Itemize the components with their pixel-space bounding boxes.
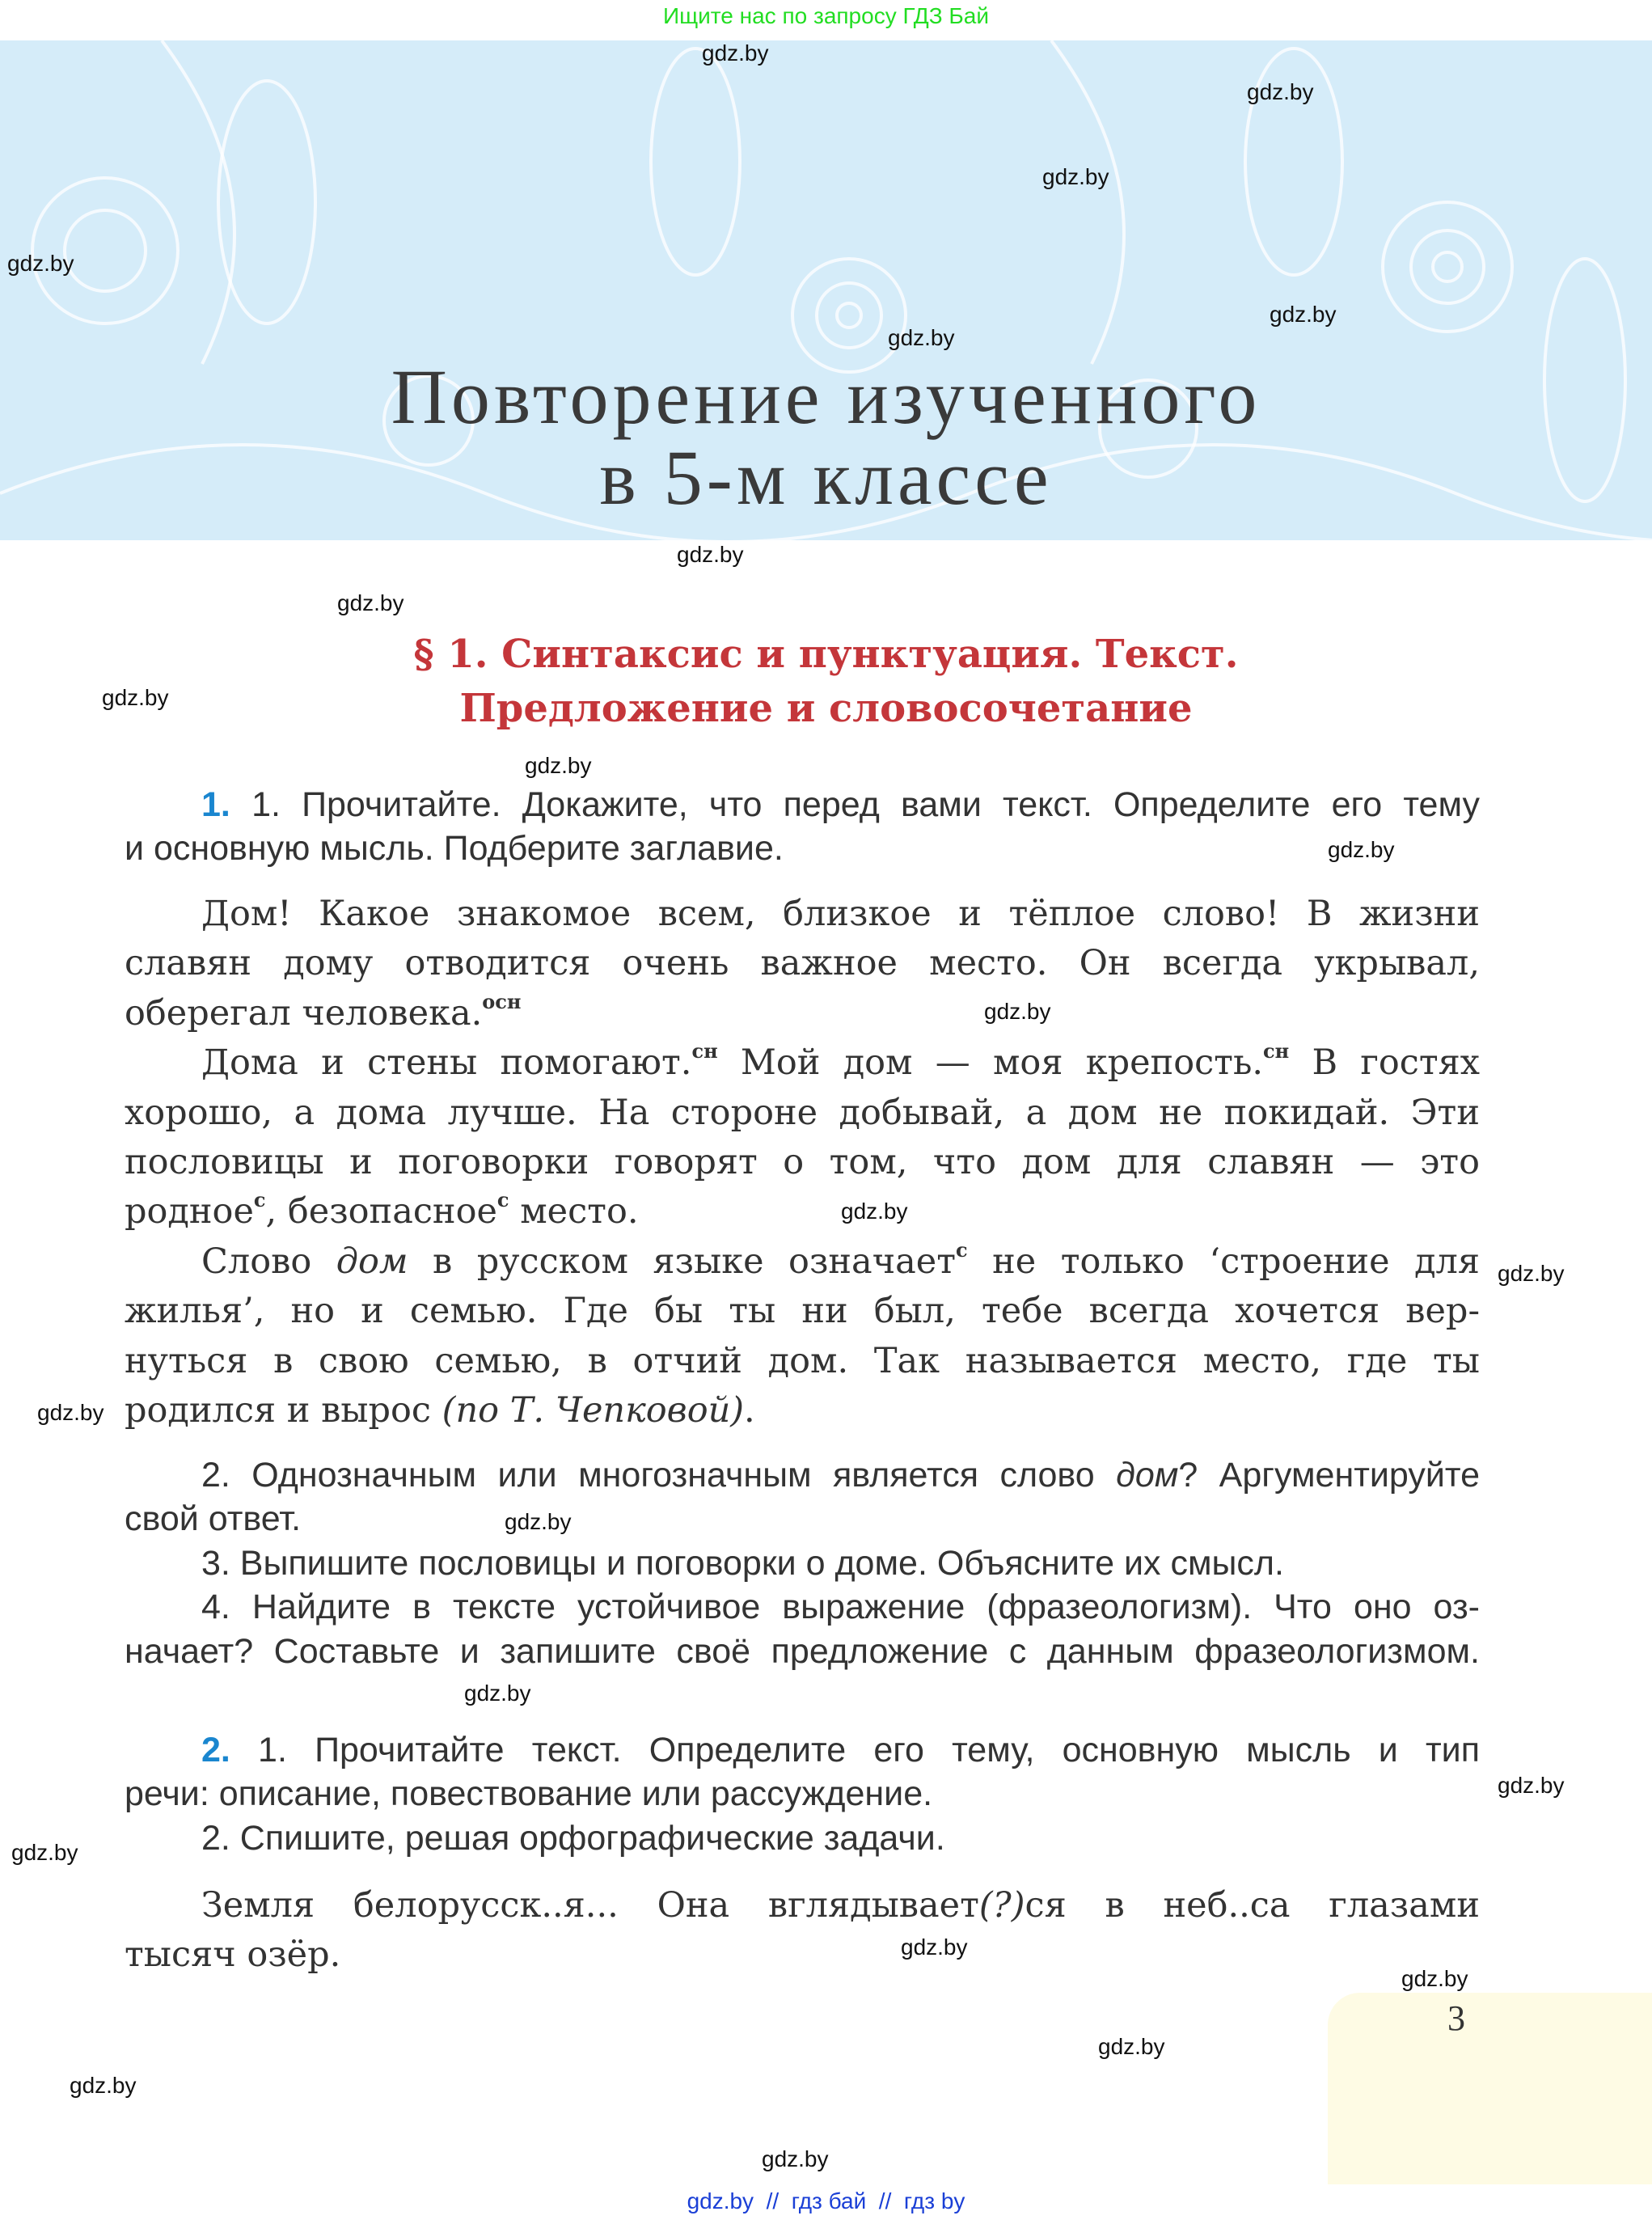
text-line: нуться в свою семью, в отчий дом. Так называется место, где ты xyxy=(125,1340,1480,1381)
exercise-1-text xyxy=(125,890,1480,1435)
section-heading xyxy=(0,628,1652,736)
watermark: gdz.by xyxy=(11,1840,78,1865)
italic-word: дом xyxy=(336,1241,408,1282)
text-segment: Земля белорусск..я... Она вглядывает xyxy=(201,1885,979,1926)
text-segment: ? Аргументируйте xyxy=(1178,1456,1480,1495)
text-line xyxy=(125,1386,755,1435)
watermark: gdz.by xyxy=(1498,1773,1565,1798)
section-heading-line1: § 1. Синтаксис и пунктуация. Текст. xyxy=(413,632,1239,677)
exercise-1-tasks xyxy=(125,1453,1480,1673)
grammar-mark: сн xyxy=(1263,1039,1290,1063)
text-segment: в русском языке означает xyxy=(408,1241,956,1282)
text-line: славян дому отводится очень важное место. Он всегда укрывал, xyxy=(125,943,1480,984)
task-line: 4. Найдите в тексте устойчивое выражение (фразеологизм). Что оно оз- xyxy=(201,1588,1480,1627)
text-segment: . xyxy=(744,1390,755,1431)
task-line xyxy=(125,783,1480,827)
exercise-number: 2. xyxy=(201,1731,230,1769)
watermark: gdz.by xyxy=(525,753,592,778)
text-segment: Мой дом — моя крепость. xyxy=(717,1042,1264,1084)
text-segment: , безопасное xyxy=(265,1191,497,1233)
watermark: gdz.by xyxy=(464,1681,531,1706)
watermark: gdz.by xyxy=(762,2146,829,2171)
watermark: gdz.by xyxy=(677,542,744,567)
search-hint: Ищите нас по запросу ГДЗ Бай xyxy=(662,3,990,28)
task-line: 2. Спишите, решая орфографические задачи. xyxy=(201,1818,945,1858)
chapter-title xyxy=(0,353,1652,521)
footer-links[interactable]: gdz.by // гдз бай // гдз by xyxy=(687,2188,965,2213)
text-segment: родился и вырос xyxy=(125,1390,442,1431)
watermark: gdz.by xyxy=(888,325,955,350)
grammar-mark: с xyxy=(956,1237,968,1262)
watermark: gdz.by xyxy=(1098,2034,1165,2059)
text-line: тысяч озёр. xyxy=(125,1934,341,1976)
task-line xyxy=(125,1728,1480,1772)
watermark: gdz.by xyxy=(337,590,404,615)
text-line xyxy=(125,1038,1480,1088)
text-segment: В гостях xyxy=(1289,1042,1480,1084)
text-line xyxy=(125,1187,639,1237)
watermark: gdz.by xyxy=(1270,302,1337,327)
exercise-1-task-1 xyxy=(125,783,1480,871)
source-attribution: (по Т. Чепковой) xyxy=(442,1390,745,1431)
italic-mark: (?) xyxy=(978,1885,1025,1926)
chapter-title-line1: Повторение изученного xyxy=(391,353,1261,440)
text-segment: ся в неб..са глазами xyxy=(1025,1885,1480,1926)
task-text: 1. Прочитайте текст. Определите его тему, основную мысль и тип xyxy=(230,1731,1480,1769)
watermark: gdz.by xyxy=(1328,837,1395,862)
task-line: 3. Выпишите пословицы и поговорки о доме. Объясните их смысл. xyxy=(201,1543,1284,1583)
watermark: gdz.by xyxy=(7,251,74,276)
task-line: свой ответ. xyxy=(125,1499,302,1539)
text-segment: 2. Однозначным или многозначным является слово xyxy=(201,1456,1117,1495)
text-line xyxy=(125,989,521,1038)
grammar-mark: осн xyxy=(482,989,522,1013)
watermark: gdz.by xyxy=(102,685,169,710)
watermark: gdz.by xyxy=(1042,164,1109,189)
exercise-2-text xyxy=(125,1881,1480,1981)
watermark: gdz.by xyxy=(901,1934,968,1960)
text-line: пословицы и поговорки говорят о том, что дом для славян — это xyxy=(125,1142,1480,1183)
page-number: 3 xyxy=(1447,1998,1465,2038)
grammar-mark: с xyxy=(253,1188,266,1212)
page-corner xyxy=(1328,1993,1652,2184)
task-line: речи: описание, повествование или рассуждение. xyxy=(125,1774,933,1814)
task-line xyxy=(125,1453,1480,1497)
watermark: gdz.by xyxy=(37,1400,104,1425)
italic-word: дом xyxy=(1116,1456,1179,1495)
text-line: жилья’, но и семью. Где бы ты ни был, тебе всегда хочется вер- xyxy=(125,1291,1480,1332)
text-segment: родное xyxy=(125,1191,254,1233)
task-line: начает? Составьте и запишите своё предложение с данным фразеологизмом. xyxy=(125,1631,1480,1671)
task-text: 1. Прочитайте. Докажите, что перед вами текст. Определите его тему xyxy=(251,785,1481,824)
text-segment: Слово xyxy=(201,1241,336,1282)
text-segment: место. xyxy=(509,1191,639,1233)
text-segment: Дома и стены помогают. xyxy=(201,1042,692,1084)
task-line: и основную мысль. Подберите заглавие. xyxy=(125,829,784,869)
grammar-mark: с xyxy=(496,1188,509,1212)
watermark: gdz.by xyxy=(70,2073,137,2098)
watermark: gdz.by xyxy=(505,1509,572,1534)
watermark: gdz.by xyxy=(702,40,769,66)
grammar-mark: сн xyxy=(691,1039,718,1063)
watermark: gdz.by xyxy=(1401,1966,1468,1991)
section-heading-line2: Предложение и словосочетание xyxy=(459,686,1193,731)
watermark: gdz.by xyxy=(841,1199,908,1224)
chapter-title-line2: в 5-м классе xyxy=(599,434,1053,521)
text-line xyxy=(125,1881,1480,1930)
exercise-2-tasks xyxy=(125,1728,1480,1860)
watermark: gdz.by xyxy=(984,999,1051,1024)
exercise-number: 1. xyxy=(201,785,230,824)
text-line: хорошо, а дома лучше. На стороне добывай, а дом не покидай. Эти xyxy=(125,1092,1480,1133)
text-line: Дом! Какое знакомое всем, близкое и тёплое слово! В жизни xyxy=(201,894,1480,934)
watermark: gdz.by xyxy=(1498,1261,1565,1286)
text-line xyxy=(125,1237,1480,1287)
text-segment: оберегал человека. xyxy=(125,992,483,1034)
watermark: gdz.by xyxy=(1247,79,1314,104)
text-segment: не только ‘строение для xyxy=(967,1241,1480,1282)
